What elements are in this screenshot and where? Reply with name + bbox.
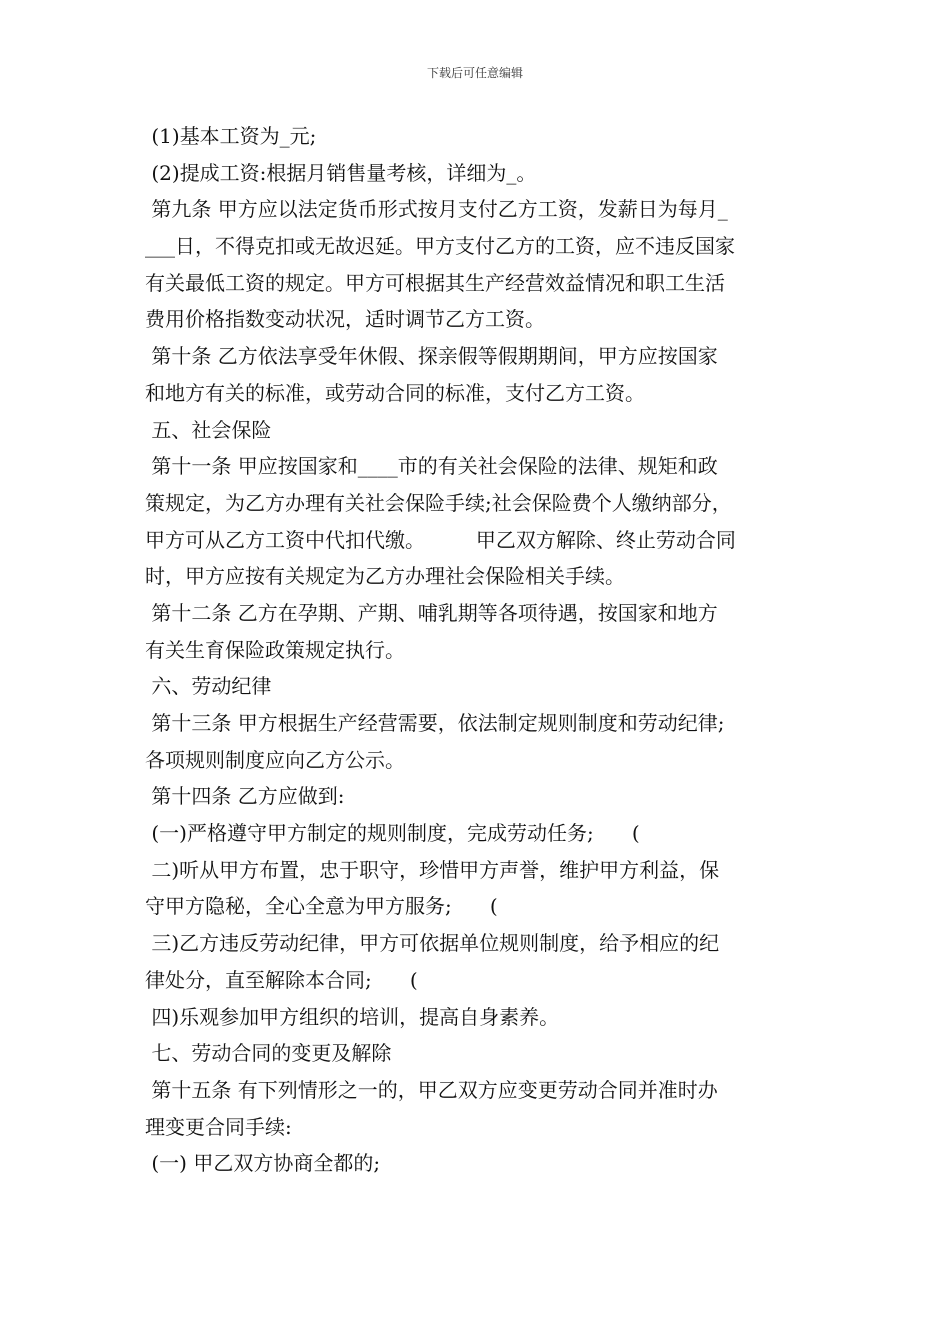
text-line: 策规定，为乙方办理有关社会保险手续;社会保险费个人缴纳部分， [145,490,732,515]
text-line: 理变更合同手续: [145,1114,292,1139]
text-line: 甲方可从乙方工资中代扣代缴。 甲乙双方解除、终止劳动合同 [145,527,736,552]
text-line: 有关生育保险政策规定执行。 [145,637,405,662]
section-heading: 六、劳动纪律 [145,674,272,699]
text-line: ___日，不得克扣或无故迟延。甲方支付乙方的工资，应不违反国家 [145,234,735,259]
section-heading: 七、劳动合同的变更及解除 [145,1041,392,1066]
text-line: 第十一条 甲应按国家和____市的有关社会保险的法律、规矩和政 [145,454,718,479]
text-line: 第十四条 乙方应做到: [145,784,345,809]
text-line: 费用价格指数变动状况，适时调节乙方工资。 [145,307,545,332]
text-line: 三)乙方违反劳动纪律，甲方可依据单位规则制度，给予相应的纪 [145,931,720,956]
text-line: 第九条 甲方应以法定货币形式按月支付乙方工资，发薪日为每月_ [145,197,728,222]
text-line: 各项规则制度应向乙方公示。 [145,747,405,772]
text-line: 第十二条 乙方在孕期、产期、哺乳期等各项待遇，按国家和地方 [145,600,718,625]
text-line: 律处分，直至解除本合同; ( [145,967,418,992]
text-line: 第十五条 有下列情形之一的，甲乙双方应变更劳动合同并准时办 [145,1077,718,1102]
text-line: 有关最低工资的规定。甲方可根据其生产经营效益情况和职工生活 [145,270,725,295]
page-header: 下载后可任意编辑 [426,66,523,80]
text-line: 和地方有关的标准，或劳动合同的标准，支付乙方工资。 [145,380,645,405]
text-line: 第十条 乙方依法享受年休假、探亲假等假期期间，甲方应按国家 [145,344,718,369]
document-body [145,118,810,1182]
text-line: 二)听从甲方布置，忠于职守，珍惜甲方声誉，维护甲方利益，保 [145,857,720,882]
text-line: (一)严格遵守甲方制定的规则制度，完成劳动任务; ( [145,821,640,846]
text-line: 四)乐观参加甲方组织的培训，提高自身素养。 [145,1004,560,1029]
text-line: 守甲方隐秘，全心全意为甲方服务; ( [145,894,498,919]
text-line: (一) 甲乙双方协商全都的; [145,1151,381,1176]
text-line: (2)提成工资:根据月销售量考核，详细为_。 [145,160,537,185]
section-heading: 五、社会保险 [145,417,272,442]
text-line: 时，甲方应按有关规定为乙方办理社会保险相关手续。 [145,564,625,589]
text-line: (1)基本工资为_元; [145,124,317,148]
text-line: 第十三条 甲方根据生产经营需要，依法制定规则制度和劳动纪律; [145,711,725,735]
